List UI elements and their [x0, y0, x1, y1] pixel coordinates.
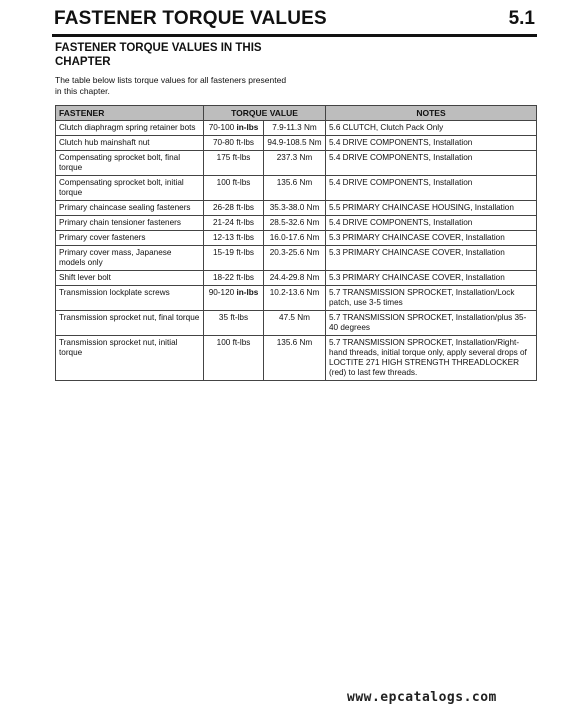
cell-torque-imperial — [204, 246, 264, 271]
cell-torque-imperial — [204, 176, 264, 201]
cell-notes: 5.5 PRIMARY CHAINCASE HOUSING, Installation — [326, 201, 537, 216]
table-row — [56, 311, 537, 336]
torque-value: 175 — [216, 153, 231, 162]
cell-torque-metric: 135.6 Nm — [264, 336, 326, 381]
cell-notes: 5.3 PRIMARY CHAINCASE COVER, Installation — [326, 271, 537, 286]
cell-notes: 5.4 DRIVE COMPONENTS, Installation — [326, 176, 537, 201]
cell-torque-imperial — [204, 286, 264, 311]
cell-torque-imperial — [204, 151, 264, 176]
cell-notes: 5.4 DRIVE COMPONENTS, Installation — [326, 136, 537, 151]
cell-torque-metric: 94.9-108.5 Nm — [264, 136, 326, 151]
section-number: 5.1 — [508, 8, 535, 29]
torque-unit: ft-lbs — [232, 153, 251, 162]
table-header-row — [56, 106, 537, 121]
cell-fastener: Compensating sprocket bolt, initial torque — [56, 176, 204, 201]
table-row — [56, 151, 537, 176]
table-row — [56, 136, 537, 151]
cell-fastener: Clutch hub mainshaft nut — [56, 136, 204, 151]
table-row — [56, 121, 537, 136]
cell-fastener: Primary chaincase sealing fasteners — [56, 201, 204, 216]
cell-notes: 5.4 DRIVE COMPONENTS, Installation — [326, 216, 537, 231]
torque-value: 90-120 — [208, 288, 235, 297]
cell-torque-metric: 24.4-29.8 Nm — [264, 271, 326, 286]
torque-unit: ft-lbs — [236, 273, 254, 282]
section-heading: FASTENER TORQUE VALUES IN THIS CHAPTER — [55, 42, 262, 68]
cell-torque-metric: 16.0-17.6 Nm — [264, 231, 326, 246]
cell-fastener: Transmission sprocket nut, final torque — [56, 311, 204, 336]
table-body — [56, 121, 537, 381]
torque-value: 15-19 — [213, 248, 234, 257]
cell-torque-imperial — [204, 311, 264, 336]
cell-fastener: Shift lever bolt — [56, 271, 204, 286]
torque-value: 12-13 — [213, 233, 234, 242]
cell-fastener: Primary cover fasteners — [56, 231, 204, 246]
cell-torque-metric: 135.6 Nm — [264, 176, 326, 201]
cell-torque-metric: 28.5-32.6 Nm — [264, 216, 326, 231]
torque-unit: in-lbs — [236, 123, 259, 132]
torque-value: 70-100 — [208, 123, 235, 132]
cell-torque-imperial — [204, 216, 264, 231]
torque-unit: ft-lbs — [232, 338, 251, 347]
header-notes: NOTES — [326, 106, 537, 121]
torque-value: 26-28 — [213, 203, 234, 212]
table-row — [56, 271, 537, 286]
cell-fastener: Compensating sprocket bolt, final torque — [56, 151, 204, 176]
torque-value: 21-24 — [213, 218, 234, 227]
page-title: FASTENER TORQUE VALUES — [54, 8, 327, 29]
cell-torque-imperial — [204, 136, 264, 151]
table-row — [56, 286, 537, 311]
cell-notes: 5.4 DRIVE COMPONENTS, Installation — [326, 151, 537, 176]
header-torque-value: TORQUE VALUE — [204, 106, 326, 121]
torque-unit: ft-lbs — [236, 233, 254, 242]
torque-unit: ft-lbs — [230, 313, 249, 322]
cell-torque-imperial — [204, 121, 264, 136]
cell-torque-imperial — [204, 201, 264, 216]
torque-value: 70-80 — [213, 138, 234, 147]
torque-unit: ft-lbs — [236, 203, 254, 212]
cell-notes: 5.3 PRIMARY CHAINCASE COVER, Installation — [326, 231, 537, 246]
cell-fastener: Clutch diaphragm spring retainer bots — [56, 121, 204, 136]
page-header — [52, 6, 537, 37]
cell-fastener: Primary chain tensioner fasteners — [56, 216, 204, 231]
cell-fastener: Primary cover mass, Japanese models only — [56, 246, 204, 271]
cell-torque-metric: 7.9-11.3 Nm — [264, 121, 326, 136]
torque-value: 100 — [216, 338, 231, 347]
torque-value: 35 — [218, 313, 229, 322]
cell-fastener: Transmission lockplate screws — [56, 286, 204, 311]
table-row — [56, 176, 537, 201]
cell-torque-imperial — [204, 336, 264, 381]
torque-unit: ft-lbs — [236, 138, 254, 147]
intro-text: The table below lists torque values for all fasteners presented in this chapter. — [55, 75, 287, 96]
header-fastener: FASTENER — [56, 106, 204, 121]
cell-fastener: Transmission sprocket nut, initial torque — [56, 336, 204, 381]
table-row — [56, 201, 537, 216]
torque-value: 18-22 — [213, 273, 234, 282]
cell-torque-metric: 47.5 Nm — [264, 311, 326, 336]
table-row — [56, 246, 537, 271]
table-row — [56, 216, 537, 231]
cell-torque-metric: 237.3 Nm — [264, 151, 326, 176]
cell-torque-metric: 10.2-13.6 Nm — [264, 286, 326, 311]
table-row — [56, 231, 537, 246]
watermark-url: www.epcatalogs.com — [347, 690, 497, 705]
torque-value: 100 — [216, 178, 231, 187]
cell-notes: 5.7 TRANSMISSION SPROCKET, Installation/plus 35-40 degrees — [326, 311, 537, 336]
cell-notes: 5.3 PRIMARY CHAINCASE COVER, Installation — [326, 246, 537, 271]
cell-notes: 5.7 TRANSMISSION SPROCKET, Installation/Lock patch, use 3-5 times — [326, 286, 537, 311]
table-row — [56, 336, 537, 381]
cell-torque-metric: 35.3-38.0 Nm — [264, 201, 326, 216]
torque-unit: ft-lbs — [236, 218, 254, 227]
torque-unit: ft-lbs — [236, 248, 254, 257]
torque-unit: in-lbs — [236, 288, 259, 297]
cell-notes: 5.6 CLUTCH, Clutch Pack Only — [326, 121, 537, 136]
torque-unit: ft-lbs — [232, 178, 251, 187]
cell-notes: 5.7 TRANSMISSION SPROCKET, Installation/Right-hand threads, initial torque only, apply several drops of LOCTITE 271 HIGH STRENGTH THREADLOCKER (red) to last few threads. — [326, 336, 537, 381]
cell-torque-imperial — [204, 231, 264, 246]
cell-torque-imperial — [204, 271, 264, 286]
cell-torque-metric: 20.3-25.6 Nm — [264, 246, 326, 271]
torque-table — [55, 105, 537, 381]
